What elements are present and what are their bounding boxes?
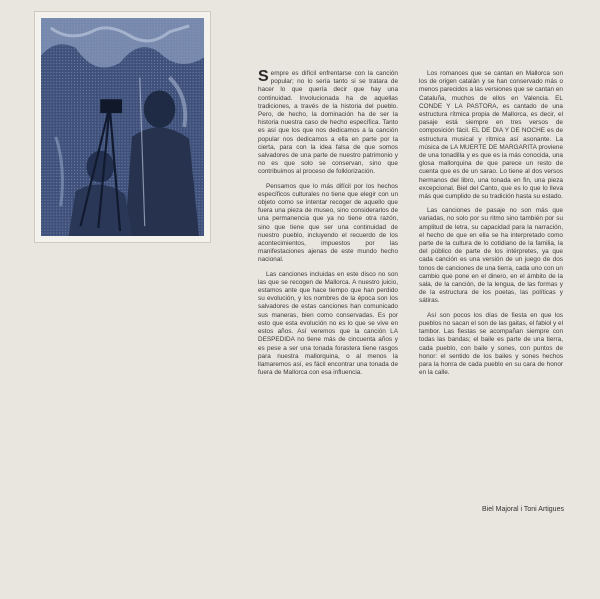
dropcap-letter: S — [258, 68, 269, 85]
paragraph: Así son pocos los días de fiesta en que los pueblos no sacan el son de las gaitas, el fabiol y el tambor. Las fiestas se acompañan siempre con todas las bandas; el baile es parte de una tierra, cada pueblo, con baile y sones, con puntos de honor: el sentido de los bailes y sones hechos para la honra de cada pueblo en su cara de honor en la calle. — [419, 311, 563, 377]
archival-photo — [41, 18, 204, 236]
text-column-left — [258, 70, 398, 383]
paragraph-text: empre es difícil enfrentarse con la canción popular; no lo sería tanto si se tratara de hacer lo que quería decir que hay una continuidad. Involucionada ha de aquellas tradiciones, a través de la historia del pueblo. Pero, de hecho, la dominación ha de ser la historia nuestra caso de hecho específica. Tanto es así que los que nos dedicamos a la canción popular nos dedicamos a ella en parte por la cierta, para con la idea falsa de que somos salvadores de una parte de nuestro patrimonio y no es que solo se conservan, sino que contribuimos al proceso de folklorización. — [258, 70, 398, 176]
text-column-right — [419, 70, 563, 383]
paragraph: Las canciones de pasaje no son más que variadas, no solo por su ritmo sino también por su amplitud de letra, su capacidad para la narración, el hecho de que en ella se ha interpretado como parte de la cultura de lo cotidiano de la familia, la del público de parte de los intérpretes, ya que cada canción es una versión de un juego de dos tonos de canciones de una tierra, cada uno con un cambio que pone en el dinero, en el ámbito de la sala, de la canción, de la lengua, de las formas y de la estructura de los poetas, las políticas y sátiras. — [419, 207, 563, 305]
photo-frame — [34, 11, 211, 243]
paragraph — [258, 70, 398, 177]
paragraph: Pensamos que lo más difícil por los hechos específicos culturales no tiene que elegir con un objeto como se intentar recoger de aquello que fuera una pieza de museo, sino considerarlos de una permanencia que ya no tiene otra razón, sino que tiene que ser una continuidad de nuestro pueblo, incluyendo el recuerdo de los acontecimientos, impuestos por las manifestaciones ajenas de este mundo hecho nacional. — [258, 182, 398, 264]
paragraph: Las canciones incluidas en este disco no son las que se recogen de Mallorca. A nuestro juicio, estamos ante que hace tiempo que han perdido su evolución, y los nombres de la época son los salvadores de estas canciones han comunicado sus maneras, bien como conservadas. Es por esto que esta evolución no es lo que se vive en estos años. Así veremos que la canción LA DESPEDIDA no tiene más de cincuenta años y es pese a ser una tonada forastera tiene rasgos para nuestra mallorquina, o al menos la llamaremos así, es fácil encontrar una tonada de fuera de Mallorca con esa influencia. — [258, 270, 398, 377]
paragraph: Los romances que se cantan en Mallorca son los de origen catalán y se han conservado más o menos parecidos a las versiones que se cantan en Cataluña, muchos de ellos en Valencia. EL CONDE Y LA PASTORA, es cantado de una estructura rítmica propia de Mallorca, es decir, el pasaje está siempre en tres versos de composición fácil. EL DE DIA Y DE NOCHE es de estructura musical y rítmica así asonante. La música de LA MUERTE DE MARGARITA proviene de una tonadilla y es que es la más conocida, una glosa mallorquina de que parece un resto de cuenta que es de un sarao. Lo tiene al dos versos hermanos del libro, una tonada en fin, una pieza excepcional. Biel del Canto, que es lo que lo lleva más que cumplido de su tradición hasta su estado. — [419, 70, 563, 201]
author-signature: Biel Majoral i Toni Artigues — [482, 506, 564, 513]
photo-illustration — [41, 18, 204, 236]
